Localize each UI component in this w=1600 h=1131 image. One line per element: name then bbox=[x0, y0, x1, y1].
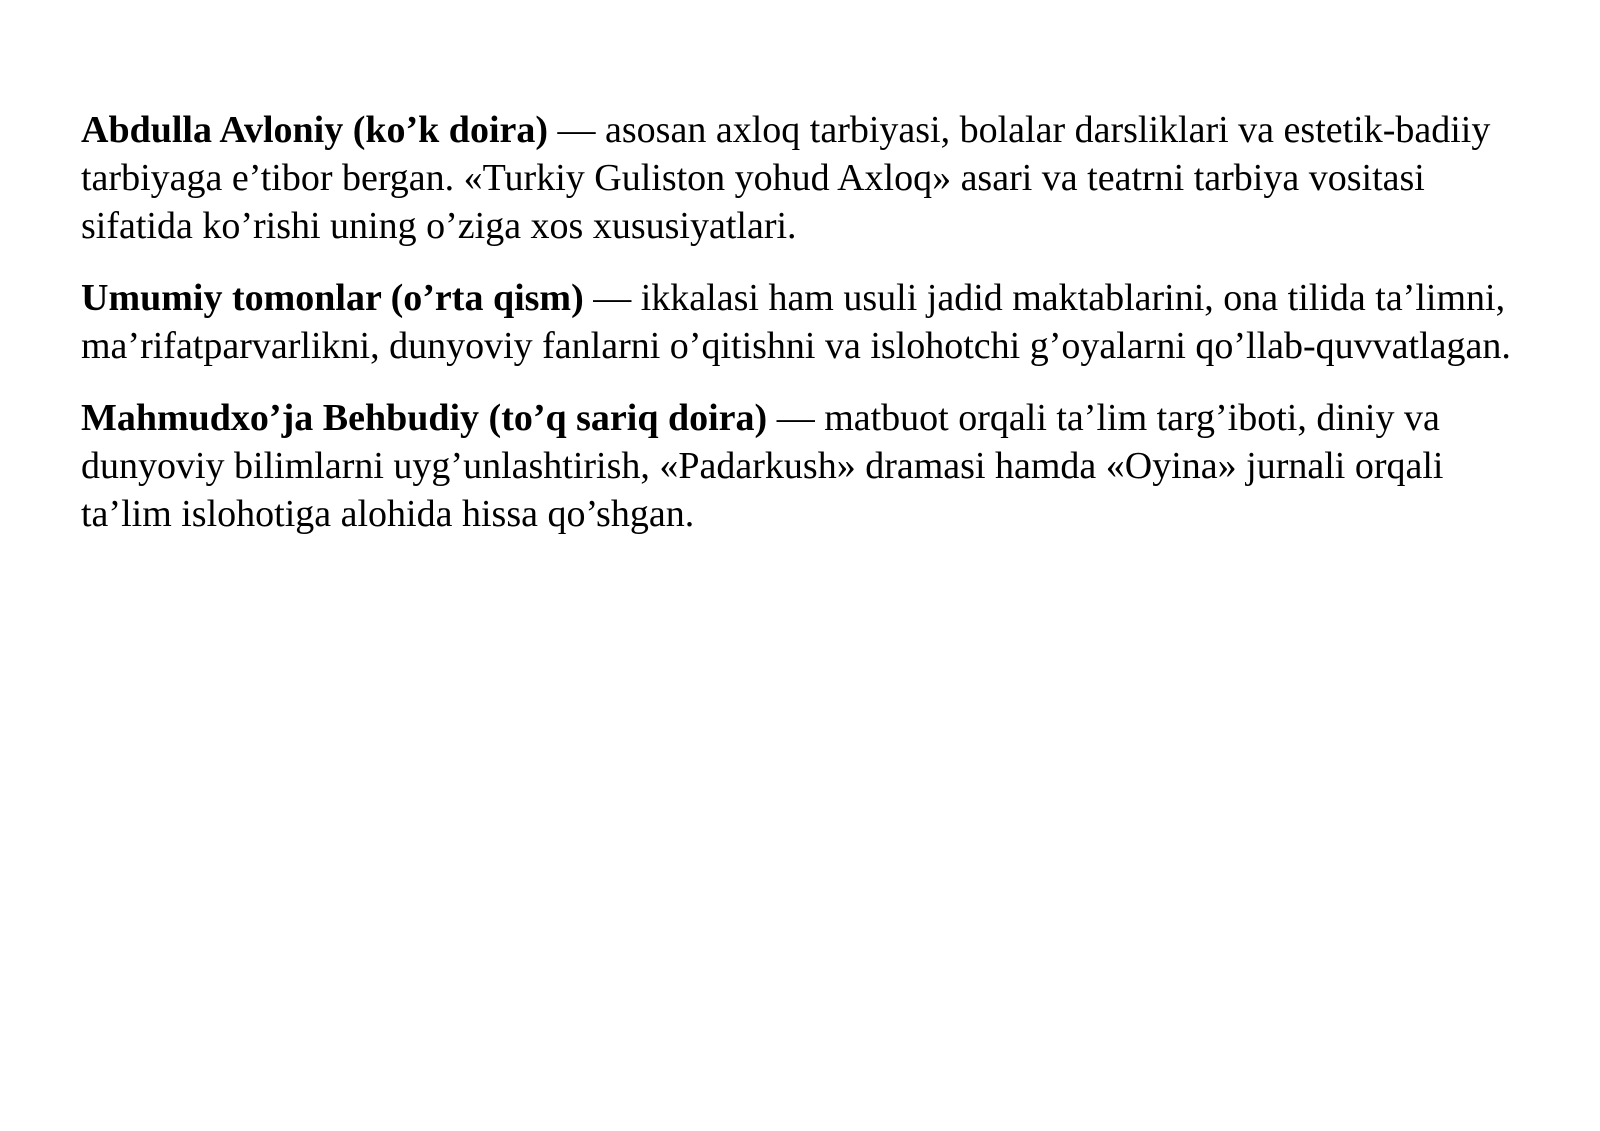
document-body bbox=[81, 106, 1521, 562]
paragraph-text: — ikkalasi ham usuli jadid maktablarini, ona tilida ta’limni, ma’rifatparvarlikni, dunyoviy fanlarni o’qitishni va islohotchi g’oyalarni qo’llab-quvvatlagan. bbox=[81, 277, 1511, 367]
paragraph-title: Mahmudxo’ja Behbudiy (to’q sariq doira) bbox=[81, 397, 768, 439]
paragraph-text: — asosan axloq tarbiyasi, bolalar darsliklari va estetik-badiiy tarbiyaga e’tibor bergan. «Turkiy Guliston yohud Axloq» asari va teatrni tarbiya vositasi sifatida ko’rishi uning o’ziga xos xususiyatlari. bbox=[81, 109, 1491, 247]
paragraph-avloniy bbox=[81, 106, 1521, 250]
paragraph-text: — matbuot orqali ta’lim targ’iboti, diniy va dunyoviy bilimlarni uyg’unlashtirish, «Padarkush» dramasi hamda «Oyina» jurnali orqali ta’lim islohotiga alohida hissa qo’shgan. bbox=[81, 397, 1444, 535]
paragraph-common bbox=[81, 274, 1521, 370]
paragraph-title: Abdulla Avloniy (ko’k doira) bbox=[81, 109, 549, 151]
paragraph-title: Umumiy tomonlar (o’rta qism) bbox=[81, 277, 584, 319]
paragraph-behbudiy bbox=[81, 394, 1521, 538]
